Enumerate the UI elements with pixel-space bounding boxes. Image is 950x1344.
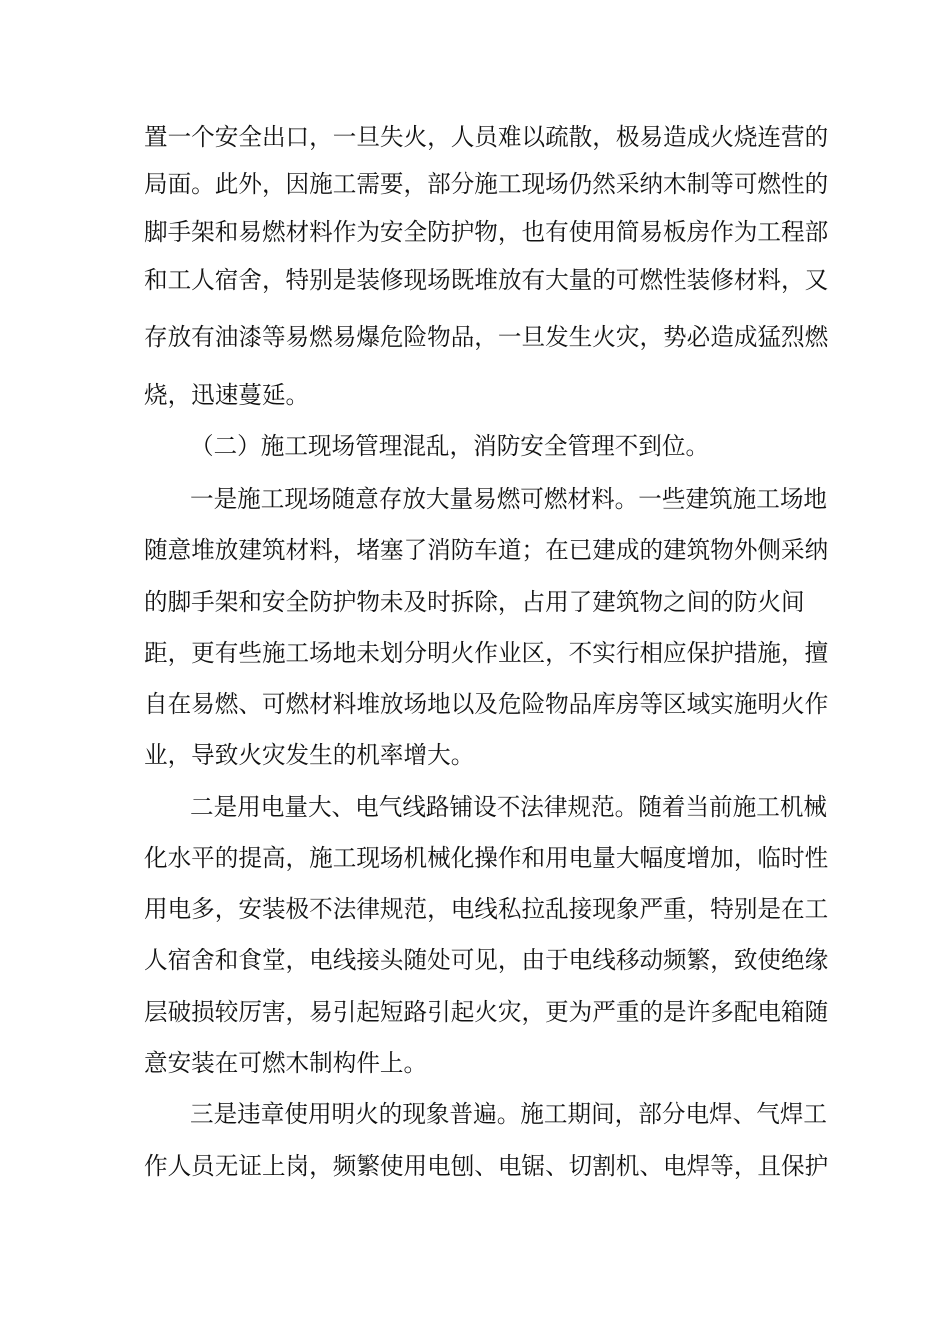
text-line: 烧，迅速蔓延。 (144, 381, 310, 409)
text-line: 局面。此外，因施工需要，部分施工现场仍然采纳木制等可燃性的 (144, 170, 829, 198)
paragraph-first-line: 三是违章使用明火的现象普遍。施工期间，部分电焊、气焊工 (190, 1100, 828, 1128)
text-line: 化水平的提高，施工现场机械化操作和用电量大幅度增加，临时性 (144, 844, 829, 872)
text-line: 距，更有些施工场地未划分明火作业区，不实行相应保护措施，擅 (144, 639, 829, 667)
paragraph-first-line: 一是施工现场随意存放大量易燃可燃材料。一些建筑施工场地 (190, 485, 828, 513)
text-line: 随意堆放建筑材料，堵塞了消防车道；在已建成的建筑物外侧采纳 (144, 536, 829, 564)
text-line: 人宿舍和食堂，电线接头随处可见，由于电线移动频繁，致使绝缘 (144, 946, 829, 974)
text-line: 脚手架和易燃材料作为安全防护物，也有使用简易板房作为工程部 (144, 218, 829, 246)
text-line: 存放有油漆等易燃易爆危险物品，一旦发生火灾，势必造成猛烈燃 (144, 323, 829, 351)
text-line: 和工人宿舍，特别是装修现场既堆放有大量的可燃性装修材料，又 (144, 266, 829, 294)
text-line: 自在易燃、可燃材料堆放场地以及危险物品库房等区域实施明火作 (144, 690, 829, 718)
text-line: 层破损较厉害，易引起短路引起火灾，更为严重的是许多配电箱随 (144, 998, 829, 1026)
text-line: 置一个安全出口，一旦失火，人员难以疏散，极易造成火烧连营的 (144, 123, 829, 151)
text-line: 业，导致火灾发生的机率增大。 (144, 741, 475, 769)
text-line: 作人员无证上岗，频繁使用电刨、电锯、切割机、电焊等，且保护 (144, 1152, 829, 1180)
text-line: 的脚手架和安全防护物未及时拆除，占用了建筑物之间的防火间 (144, 588, 805, 616)
paragraph-first-line: 二是用电量大、电气线路铺设不法律规范。随着当前施工机械 (190, 793, 828, 821)
text-line: 意安装在可燃木制构件上。 (144, 1049, 428, 1077)
section-heading: （二）施工现场管理混乱，消防安全管理不到位。 (190, 432, 710, 460)
text-line: 用电多，安装极不法律规范，电线私拉乱接现象严重，特别是在工 (144, 895, 829, 923)
